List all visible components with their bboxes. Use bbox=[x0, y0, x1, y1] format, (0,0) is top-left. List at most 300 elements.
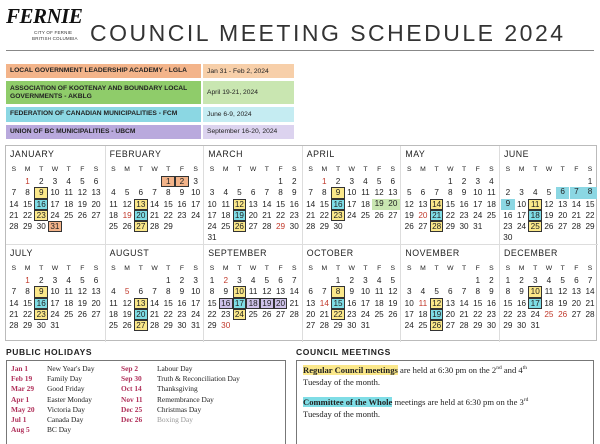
calendar-day: 11 bbox=[418, 298, 428, 308]
calendar-day: 30 bbox=[459, 222, 469, 231]
holiday-name: BC Day bbox=[47, 425, 72, 435]
calendar-day: 10 bbox=[191, 188, 201, 198]
calendar-day: 7 bbox=[264, 188, 270, 198]
calendar-day: 5 bbox=[390, 276, 396, 286]
calendar-day: 20 bbox=[91, 298, 101, 308]
weekday-header: S bbox=[406, 166, 412, 173]
calendar-day: 29 bbox=[445, 222, 455, 231]
calendar-day: 31 bbox=[473, 222, 483, 231]
calendar-day: 2 bbox=[175, 176, 189, 187]
calendar-day: 12 bbox=[122, 199, 132, 209]
calendar-day: 16 bbox=[219, 298, 233, 309]
calendar-day: 8 bbox=[448, 188, 453, 198]
holiday-name: Remembrance Day bbox=[157, 394, 214, 404]
calendar-day: 14 bbox=[430, 199, 444, 210]
weekday-header: S bbox=[111, 166, 116, 173]
calendar-day: 15 bbox=[22, 298, 33, 308]
calendar-day: 7 bbox=[322, 287, 327, 297]
calendar-day: 28 bbox=[319, 321, 329, 330]
calendar-day: 11 bbox=[64, 188, 73, 198]
holiday-row bbox=[121, 414, 240, 424]
weekday-header: W bbox=[545, 166, 553, 173]
weekday-header: T bbox=[363, 265, 368, 272]
events-legend bbox=[6, 64, 296, 142]
weekday-header: F bbox=[179, 265, 185, 272]
calendar-day: 5 bbox=[264, 276, 270, 286]
weekday-header: F bbox=[80, 265, 85, 272]
calendar-day: 30 bbox=[503, 233, 513, 243]
calendar-day: 22 bbox=[207, 309, 217, 319]
calendar-day: 13 bbox=[91, 188, 101, 198]
calendar-day: 30 bbox=[36, 321, 46, 330]
calendar-day: 8 bbox=[165, 287, 171, 297]
calendar-day: 15 bbox=[503, 298, 513, 308]
calendar-day: 28 bbox=[149, 321, 160, 330]
weekday-header: T bbox=[461, 265, 467, 272]
calendar-day: 25 bbox=[528, 221, 542, 232]
event-name: UNION OF BC MUNICIPALITIES - UBCM bbox=[6, 125, 201, 139]
calendar-day: 28 bbox=[430, 221, 444, 232]
month-august bbox=[105, 244, 204, 342]
event-row bbox=[6, 125, 296, 139]
holiday-date: Jul 1 bbox=[11, 415, 27, 425]
calendar-day: 29 bbox=[585, 222, 595, 231]
calendar-day: 4 bbox=[66, 177, 71, 187]
calendar-day: 8 bbox=[322, 188, 327, 198]
weekday-header: S bbox=[406, 265, 412, 272]
weekday-header: F bbox=[574, 166, 579, 173]
calendar-day: 5 bbox=[560, 276, 565, 286]
calendar-day: 17 bbox=[347, 199, 357, 209]
weekday-header: T bbox=[237, 265, 242, 272]
calendar-day: 29 bbox=[503, 321, 513, 330]
weekday-header: T bbox=[533, 265, 538, 272]
holiday-row bbox=[11, 373, 95, 383]
calendar-day: 27 bbox=[91, 309, 101, 319]
calendar-day: 4 bbox=[111, 287, 116, 297]
holidays-right-column bbox=[121, 363, 240, 425]
weekday-header: S bbox=[93, 265, 99, 272]
calendar-day: 1 bbox=[322, 177, 327, 187]
calendar-day: 18 bbox=[360, 199, 370, 209]
calendar-day: 17 bbox=[191, 298, 201, 308]
calendar-day: 2 bbox=[505, 188, 511, 198]
title-divider bbox=[6, 50, 594, 51]
calendar-day: 11 bbox=[528, 199, 542, 210]
calendar-day: 10 bbox=[191, 287, 201, 297]
calendar-day: 18 bbox=[64, 298, 74, 308]
calendar-day: 15 bbox=[22, 199, 33, 209]
calendar-day: 11 bbox=[361, 188, 370, 198]
calendar-day: 1 bbox=[475, 276, 481, 286]
weekday-header: F bbox=[377, 265, 382, 272]
weekday-header: W bbox=[249, 265, 257, 272]
calendar-day: 25 bbox=[108, 222, 118, 231]
calendar-day: 22 bbox=[331, 309, 345, 320]
calendar-day: 22 bbox=[473, 309, 483, 319]
calendar-day: 11 bbox=[221, 199, 230, 209]
calendar-day: 4 bbox=[223, 188, 228, 198]
calendar-day: 12 bbox=[404, 199, 414, 209]
weekday-header: M bbox=[420, 166, 426, 173]
calendar-day: 7 bbox=[461, 287, 467, 297]
calendar-day: 22 bbox=[163, 210, 173, 220]
calendar-day: 16 bbox=[459, 199, 469, 209]
calendar-day: 26 bbox=[122, 222, 132, 231]
calendar-day: 26 bbox=[77, 309, 87, 319]
calendar-day: 3 bbox=[406, 287, 412, 297]
month-february bbox=[105, 146, 204, 244]
calendar-day: 17 bbox=[360, 298, 370, 308]
holiday-row bbox=[11, 414, 95, 424]
calendar-day: 7 bbox=[11, 188, 17, 198]
calendar-day: 5 bbox=[124, 287, 130, 297]
calendar-day: 22 bbox=[585, 210, 595, 220]
weekday-header: M bbox=[222, 265, 229, 272]
calendar-day: 8 bbox=[331, 286, 345, 297]
calendar-day: 13 bbox=[248, 199, 258, 209]
calendar-day: 21 bbox=[149, 309, 160, 319]
calendar-day: 6 bbox=[278, 276, 283, 286]
event-dates: April 19-21, 2024 bbox=[203, 81, 294, 104]
holiday-row bbox=[121, 373, 240, 383]
weekday-header: S bbox=[11, 265, 17, 272]
month-name: JUNE bbox=[504, 149, 529, 159]
calendar-day: 14 bbox=[585, 287, 595, 297]
calendar-day: 2 bbox=[461, 177, 467, 187]
calendar-day: 3 bbox=[52, 276, 58, 286]
calendar-day: 30 bbox=[333, 222, 343, 231]
weekday-header: T bbox=[166, 166, 171, 173]
holidays-left-column bbox=[11, 363, 95, 435]
weekday-header: S bbox=[390, 166, 396, 173]
calendar-day: 4 bbox=[420, 287, 426, 297]
weekday-header: S bbox=[390, 265, 396, 272]
weekday-header: T bbox=[39, 166, 44, 173]
weekday-header: M bbox=[518, 265, 525, 272]
weekday-header: W bbox=[151, 265, 158, 272]
calendar-day: 11 bbox=[487, 188, 496, 198]
calendar-day: 10 bbox=[404, 298, 414, 308]
calendar-day: 15 bbox=[445, 199, 455, 209]
month-name: DECEMBER bbox=[504, 248, 558, 258]
calendar-grid bbox=[5, 145, 597, 341]
calendar-day: 15 bbox=[331, 298, 345, 309]
calendar-day: 18 bbox=[246, 298, 260, 309]
calendar-day: 18 bbox=[418, 309, 428, 319]
calendar-day: 4 bbox=[250, 276, 256, 286]
weekday-header: T bbox=[138, 265, 143, 272]
calendar-day: 19 bbox=[233, 210, 247, 221]
calendar-day: 7 bbox=[152, 287, 157, 297]
calendar-day: 3 bbox=[193, 276, 198, 286]
holiday-row bbox=[11, 363, 95, 373]
calendar-day: 23 bbox=[516, 309, 527, 319]
calendar-day: 21 bbox=[289, 298, 299, 308]
calendar-day: 23 bbox=[177, 309, 187, 319]
regular-council-text: Regular Council meetings are held at 6:30 pm on the 2nd and 4th Tuesday of the month. bbox=[303, 365, 527, 387]
calendar-day: 3 bbox=[237, 276, 242, 286]
calendar-day: 5 bbox=[80, 177, 85, 187]
calendar-day: 22 bbox=[503, 309, 513, 319]
holiday-date: Mar 29 bbox=[11, 384, 35, 394]
calendar-day: 8 bbox=[505, 287, 511, 297]
weekday-header: W bbox=[447, 166, 454, 173]
calendar-day: 13 bbox=[445, 298, 455, 308]
month-name: SEPTEMBER bbox=[208, 248, 267, 258]
event-row bbox=[6, 64, 296, 78]
regular-council-label: Regular Council meetings bbox=[303, 365, 398, 375]
calendar-day: 25 bbox=[64, 210, 74, 220]
calendar-day: 31 bbox=[530, 321, 540, 330]
calendar-day: 8 bbox=[475, 287, 481, 297]
calendar-day: 27 bbox=[418, 222, 428, 231]
month-november bbox=[400, 244, 499, 342]
calendar-day: 30 bbox=[221, 321, 231, 330]
calendar-day: 6 bbox=[420, 188, 426, 198]
calendar-day: 5 bbox=[434, 287, 439, 297]
calendar-day: 21 bbox=[319, 309, 329, 319]
calendar-day: 19 bbox=[388, 298, 398, 308]
weekday-header: S bbox=[209, 166, 215, 173]
calendar-day: 13 bbox=[306, 298, 316, 308]
weekday-header: W bbox=[447, 265, 454, 272]
calendar-day: 1 bbox=[161, 176, 175, 187]
calendar-day: 17 bbox=[50, 298, 60, 308]
calendar-day: 5 bbox=[80, 276, 85, 286]
month-name: MAY bbox=[405, 149, 426, 159]
holiday-row bbox=[121, 384, 240, 394]
holiday-row bbox=[11, 425, 95, 435]
holiday-date: Aug 5 bbox=[11, 425, 30, 435]
calendar-day: 27 bbox=[275, 309, 286, 319]
event-name: ASSOCIATION OF KOOTENAY AND BOUNDARY LOCAL GOVERNMENTS - AKBLG bbox=[6, 81, 201, 104]
calendar-day: 24 bbox=[191, 210, 201, 220]
calendar-day: 26 bbox=[374, 210, 384, 220]
logo-subtitle-province: BRITISH COLUMBIA bbox=[32, 36, 78, 41]
calendar-day: 21 bbox=[149, 210, 160, 220]
weekday-header: F bbox=[475, 166, 480, 173]
calendar-day: 27 bbox=[91, 210, 101, 220]
calendar-day: 21 bbox=[585, 298, 595, 308]
calendar-day: 11 bbox=[374, 287, 384, 297]
calendar-day: 15 bbox=[473, 298, 483, 308]
calendar-day: 9 bbox=[34, 286, 48, 297]
weekday-header: S bbox=[193, 265, 198, 272]
weekday-header: S bbox=[308, 265, 313, 272]
calendar-day: 21 bbox=[571, 210, 581, 220]
event-dates: June 6-9, 2024 bbox=[203, 107, 294, 121]
weekday-header: T bbox=[66, 265, 71, 272]
calendar-day: 3 bbox=[475, 177, 481, 187]
calendar-day: 12 bbox=[233, 199, 247, 210]
calendar-day: 28 bbox=[262, 222, 272, 231]
weekday-header: W bbox=[151, 166, 158, 173]
calendar-day: 26 bbox=[388, 309, 398, 319]
holiday-date: Dec 26 bbox=[121, 415, 143, 425]
calendar-day: 29 bbox=[163, 321, 173, 330]
calendar-day: 12 bbox=[430, 298, 444, 309]
weekday-header: M bbox=[24, 166, 31, 173]
calendar-day: 18 bbox=[221, 210, 231, 220]
weekday-header: W bbox=[348, 166, 355, 173]
weekday-header: S bbox=[291, 166, 297, 173]
calendar-day: 7 bbox=[434, 188, 439, 198]
calendar-day: 18 bbox=[108, 210, 118, 220]
calendar-day: 4 bbox=[66, 276, 71, 286]
calendar-day: 17 bbox=[207, 210, 217, 220]
calendar-day: 12 bbox=[122, 298, 132, 308]
calendar-day: 29 bbox=[163, 222, 173, 231]
calendar-day: 16 bbox=[34, 199, 48, 210]
calendar-day: 6 bbox=[574, 276, 579, 286]
weekday-header: W bbox=[348, 265, 355, 272]
fernie-logo bbox=[6, 2, 82, 42]
holiday-date: Apr 1 bbox=[11, 394, 30, 404]
weekday-header: F bbox=[475, 265, 480, 272]
calendar-day: 23 bbox=[331, 210, 345, 221]
weekday-header: T bbox=[461, 166, 467, 173]
weekday-header: F bbox=[278, 166, 283, 173]
calendar-day: 28 bbox=[585, 309, 595, 319]
calendar-day: 9 bbox=[461, 188, 467, 198]
calendar-day: 26 bbox=[233, 221, 247, 232]
holiday-row bbox=[121, 404, 240, 414]
calendar-day: 31 bbox=[207, 233, 217, 243]
month-name: OCTOBER bbox=[306, 248, 354, 258]
calendar-day: 26 bbox=[430, 320, 444, 331]
calendar-day: 28 bbox=[289, 309, 299, 319]
council-meetings-box bbox=[296, 360, 594, 444]
calendar-day: 13 bbox=[275, 287, 286, 297]
calendar-day: 11 bbox=[544, 287, 554, 297]
calendar-day: 25 bbox=[360, 210, 370, 220]
calendar-day: 10 bbox=[207, 199, 217, 209]
calendar-day: 8 bbox=[278, 188, 283, 198]
month-march bbox=[203, 146, 302, 244]
calendar-day: 25 bbox=[108, 321, 118, 330]
calendar-day: 9 bbox=[501, 199, 515, 210]
event-dates: September 16-20, 2024 bbox=[203, 125, 294, 139]
calendar-day: 16 bbox=[486, 298, 496, 308]
calendar-day: 25 bbox=[248, 309, 258, 319]
weekday-header: F bbox=[278, 265, 283, 272]
holiday-row bbox=[11, 404, 95, 414]
weekday-header: T bbox=[264, 166, 269, 173]
weekday-header: F bbox=[179, 166, 185, 173]
weekday-header: F bbox=[80, 166, 85, 173]
calendar-day: 18 bbox=[528, 210, 542, 221]
calendar-day: 28 bbox=[9, 222, 19, 231]
calendar-day: 1 bbox=[587, 177, 593, 187]
calendar-day: 17 bbox=[473, 199, 483, 209]
calendar-day: 3 bbox=[519, 188, 524, 198]
calendar-day: 21 bbox=[306, 210, 316, 220]
holiday-name: New Year's Day bbox=[47, 363, 95, 373]
calendar-day: 3 bbox=[193, 177, 198, 187]
holiday-date: Jan 1 bbox=[11, 363, 29, 373]
calendar-day: 30 bbox=[486, 321, 496, 330]
holiday-date: Dec 25 bbox=[121, 404, 143, 414]
calendar-day: 14 bbox=[571, 199, 581, 209]
calendar-day: 28 bbox=[149, 222, 160, 231]
calendar-day: 28 bbox=[306, 222, 316, 231]
month-name: NOVEMBER bbox=[405, 248, 460, 258]
holiday-date: Oct 14 bbox=[121, 384, 142, 394]
calendar-day: 27 bbox=[558, 222, 568, 231]
council-meetings-title: COUNCIL MEETINGS bbox=[296, 347, 391, 357]
calendar-day: 31 bbox=[50, 321, 60, 330]
calendar-day: 10 bbox=[360, 287, 370, 297]
calendar-day: 24 bbox=[360, 309, 370, 319]
weekday-header: W bbox=[545, 265, 553, 272]
calendar-day: 16 bbox=[177, 298, 187, 308]
calendar-day: 14 bbox=[9, 199, 19, 209]
calendar-day: 21 bbox=[262, 210, 272, 220]
calendar-day: 10 bbox=[233, 286, 247, 297]
calendar-day: 8 bbox=[25, 287, 30, 297]
calendar-day: 5 bbox=[406, 188, 412, 198]
calendar-day: 25 bbox=[486, 210, 496, 220]
calendar-day: 1 bbox=[278, 177, 283, 187]
month-april bbox=[302, 146, 401, 244]
calendar-day: 22 bbox=[319, 210, 329, 220]
holiday-name: Labour Day bbox=[157, 363, 193, 373]
calendar-day: 3 bbox=[209, 188, 215, 198]
holiday-date: May 20 bbox=[11, 404, 35, 414]
council-meetings-section bbox=[296, 347, 594, 444]
calendar-day: 21 bbox=[9, 309, 19, 319]
weekday-header: F bbox=[377, 166, 382, 173]
calendar-day: 1 bbox=[505, 276, 511, 286]
calendar-day: 18 bbox=[374, 298, 384, 308]
calendar-day: 25 bbox=[64, 309, 74, 319]
calendar-day: 18 bbox=[108, 309, 118, 319]
calendar-day: 6 bbox=[250, 188, 256, 198]
calendar-day: 16 bbox=[503, 210, 513, 220]
calendar-day: 17 bbox=[50, 199, 60, 209]
holiday-row bbox=[11, 394, 95, 404]
calendar-day: 26 bbox=[122, 321, 132, 330]
calendar-day: 20 bbox=[445, 309, 455, 319]
holiday-name: Family Day bbox=[47, 373, 83, 383]
calendar-day: 8 bbox=[25, 188, 30, 198]
calendar-day: 10 bbox=[347, 188, 357, 198]
calendar-day: 31 bbox=[360, 321, 370, 330]
calendar-day: 10 bbox=[50, 188, 60, 198]
calendar-day: 21 bbox=[459, 309, 469, 319]
calendar-day: 29 bbox=[207, 321, 217, 330]
event-row bbox=[6, 107, 296, 121]
weekday-header: S bbox=[505, 265, 511, 272]
calendar-day: 6 bbox=[556, 187, 570, 198]
weekday-header: T bbox=[434, 166, 439, 173]
weekday-header: M bbox=[124, 265, 130, 272]
month-january bbox=[6, 146, 105, 244]
calendar-day: 22 bbox=[445, 210, 455, 220]
public-holidays-title: PUBLIC HOLIDAYS bbox=[6, 347, 93, 357]
holiday-name: Boxing Day bbox=[157, 415, 193, 425]
calendar-day: 2 bbox=[335, 177, 341, 187]
weekday-header: T bbox=[138, 166, 143, 173]
calendar-day: 2 bbox=[223, 276, 228, 286]
calendar-day: 1 bbox=[448, 177, 453, 187]
weekday-header: M bbox=[222, 166, 229, 173]
calendar-day: 29 bbox=[22, 321, 33, 330]
calendar-day: 6 bbox=[308, 287, 313, 297]
calendar-day: 31 bbox=[48, 221, 62, 232]
calendar-day: 22 bbox=[22, 309, 33, 319]
